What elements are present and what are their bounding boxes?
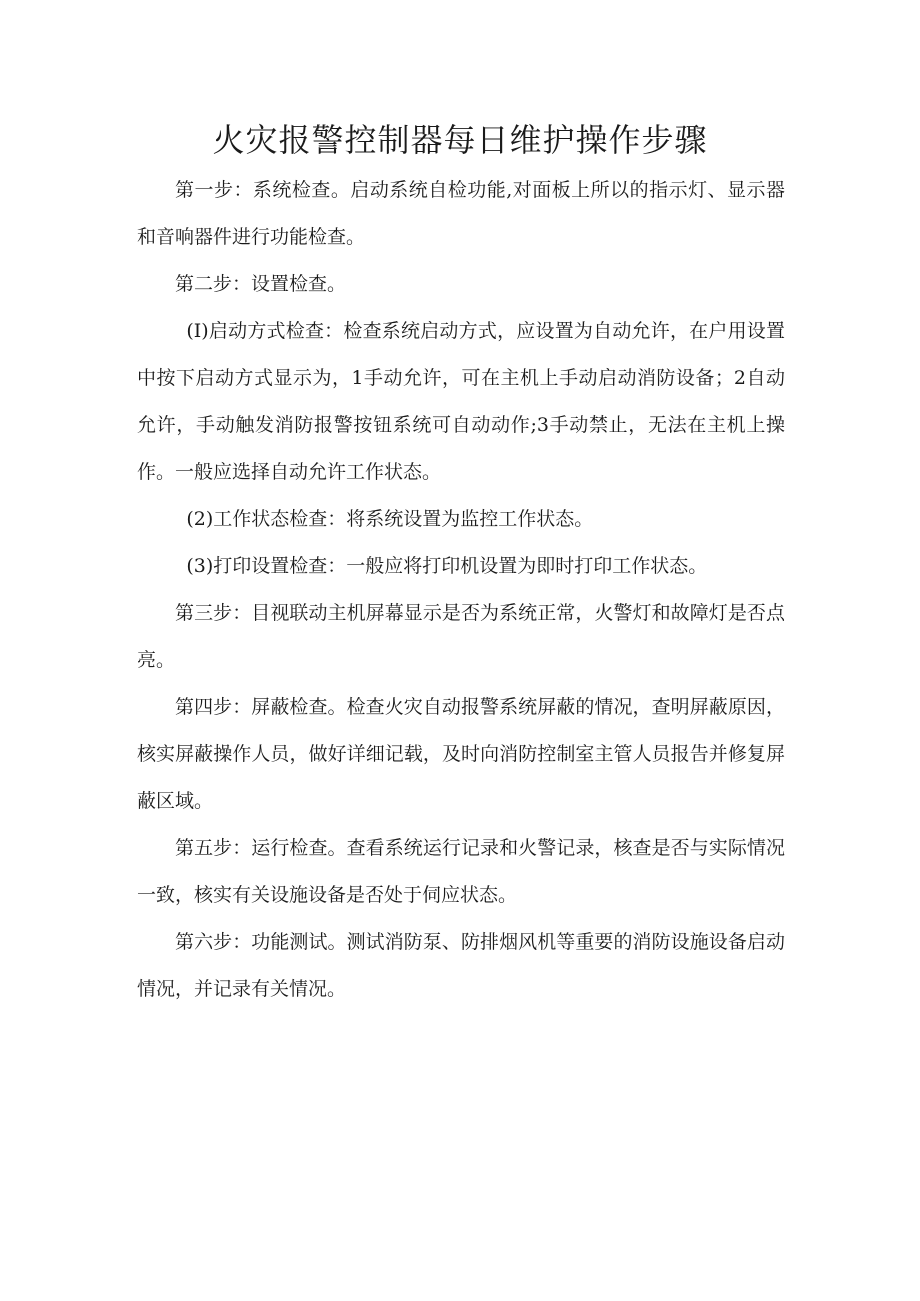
paragraph-print-setting-check: (3)打印设置检查：一般应将打印机设置为即时打印工作状态。 [186,555,708,577]
paragraph-step-3: 第三步：目视联动主机屏幕显示是否为系统正常，火警灯和故障灯是否点亮。 [137,602,785,671]
paragraph-working-state-check: (2)工作状态检查：将系统设置为监控工作状态。 [186,508,594,530]
paragraph-startup-mode-check: (I)启动方式检查：检查系统启动方式，应设置为自动允许，在户用设置中按下启动方式显示为，1手动允许，可在主机上手动启动消防设备；2自动允许，手动触发消防报警按钮系统可自动动作;3手动禁止，无法在主机上操作。一般应选择自动允许工作状态。 [137,320,785,483]
document-body [137,167,785,1013]
paragraph-step-2: 第二步：设置检查。 [175,273,347,295]
paragraph-step-4: 第四步：屏蔽检查。检查火灾自动报警系统屏蔽的情况，查明屏蔽原因，核实屏蔽操作人员，做好详细记载，及时向消防控制室主管人员报告并修复屏蔽区域。 [137,696,785,812]
document-title: 火灾报警控制器每日维护操作步骤 [212,121,708,159]
paragraph-step-1: 第一步：系统检查。启动系统自检功能,对面板上所以的指示灯、显示器和音响器件进行功能检查。 [137,179,785,248]
paragraph-step-5: 第五步：运行检查。查看系统运行记录和火警记录，核查是否与实际情况一致，核实有关设施设备是否处于伺应状态。 [137,837,785,906]
paragraph-step-6: 第六步：功能测试。测试消防泵、防排烟风机等重要的消防设施设备启动情况，并记录有关情况。 [137,931,785,1000]
